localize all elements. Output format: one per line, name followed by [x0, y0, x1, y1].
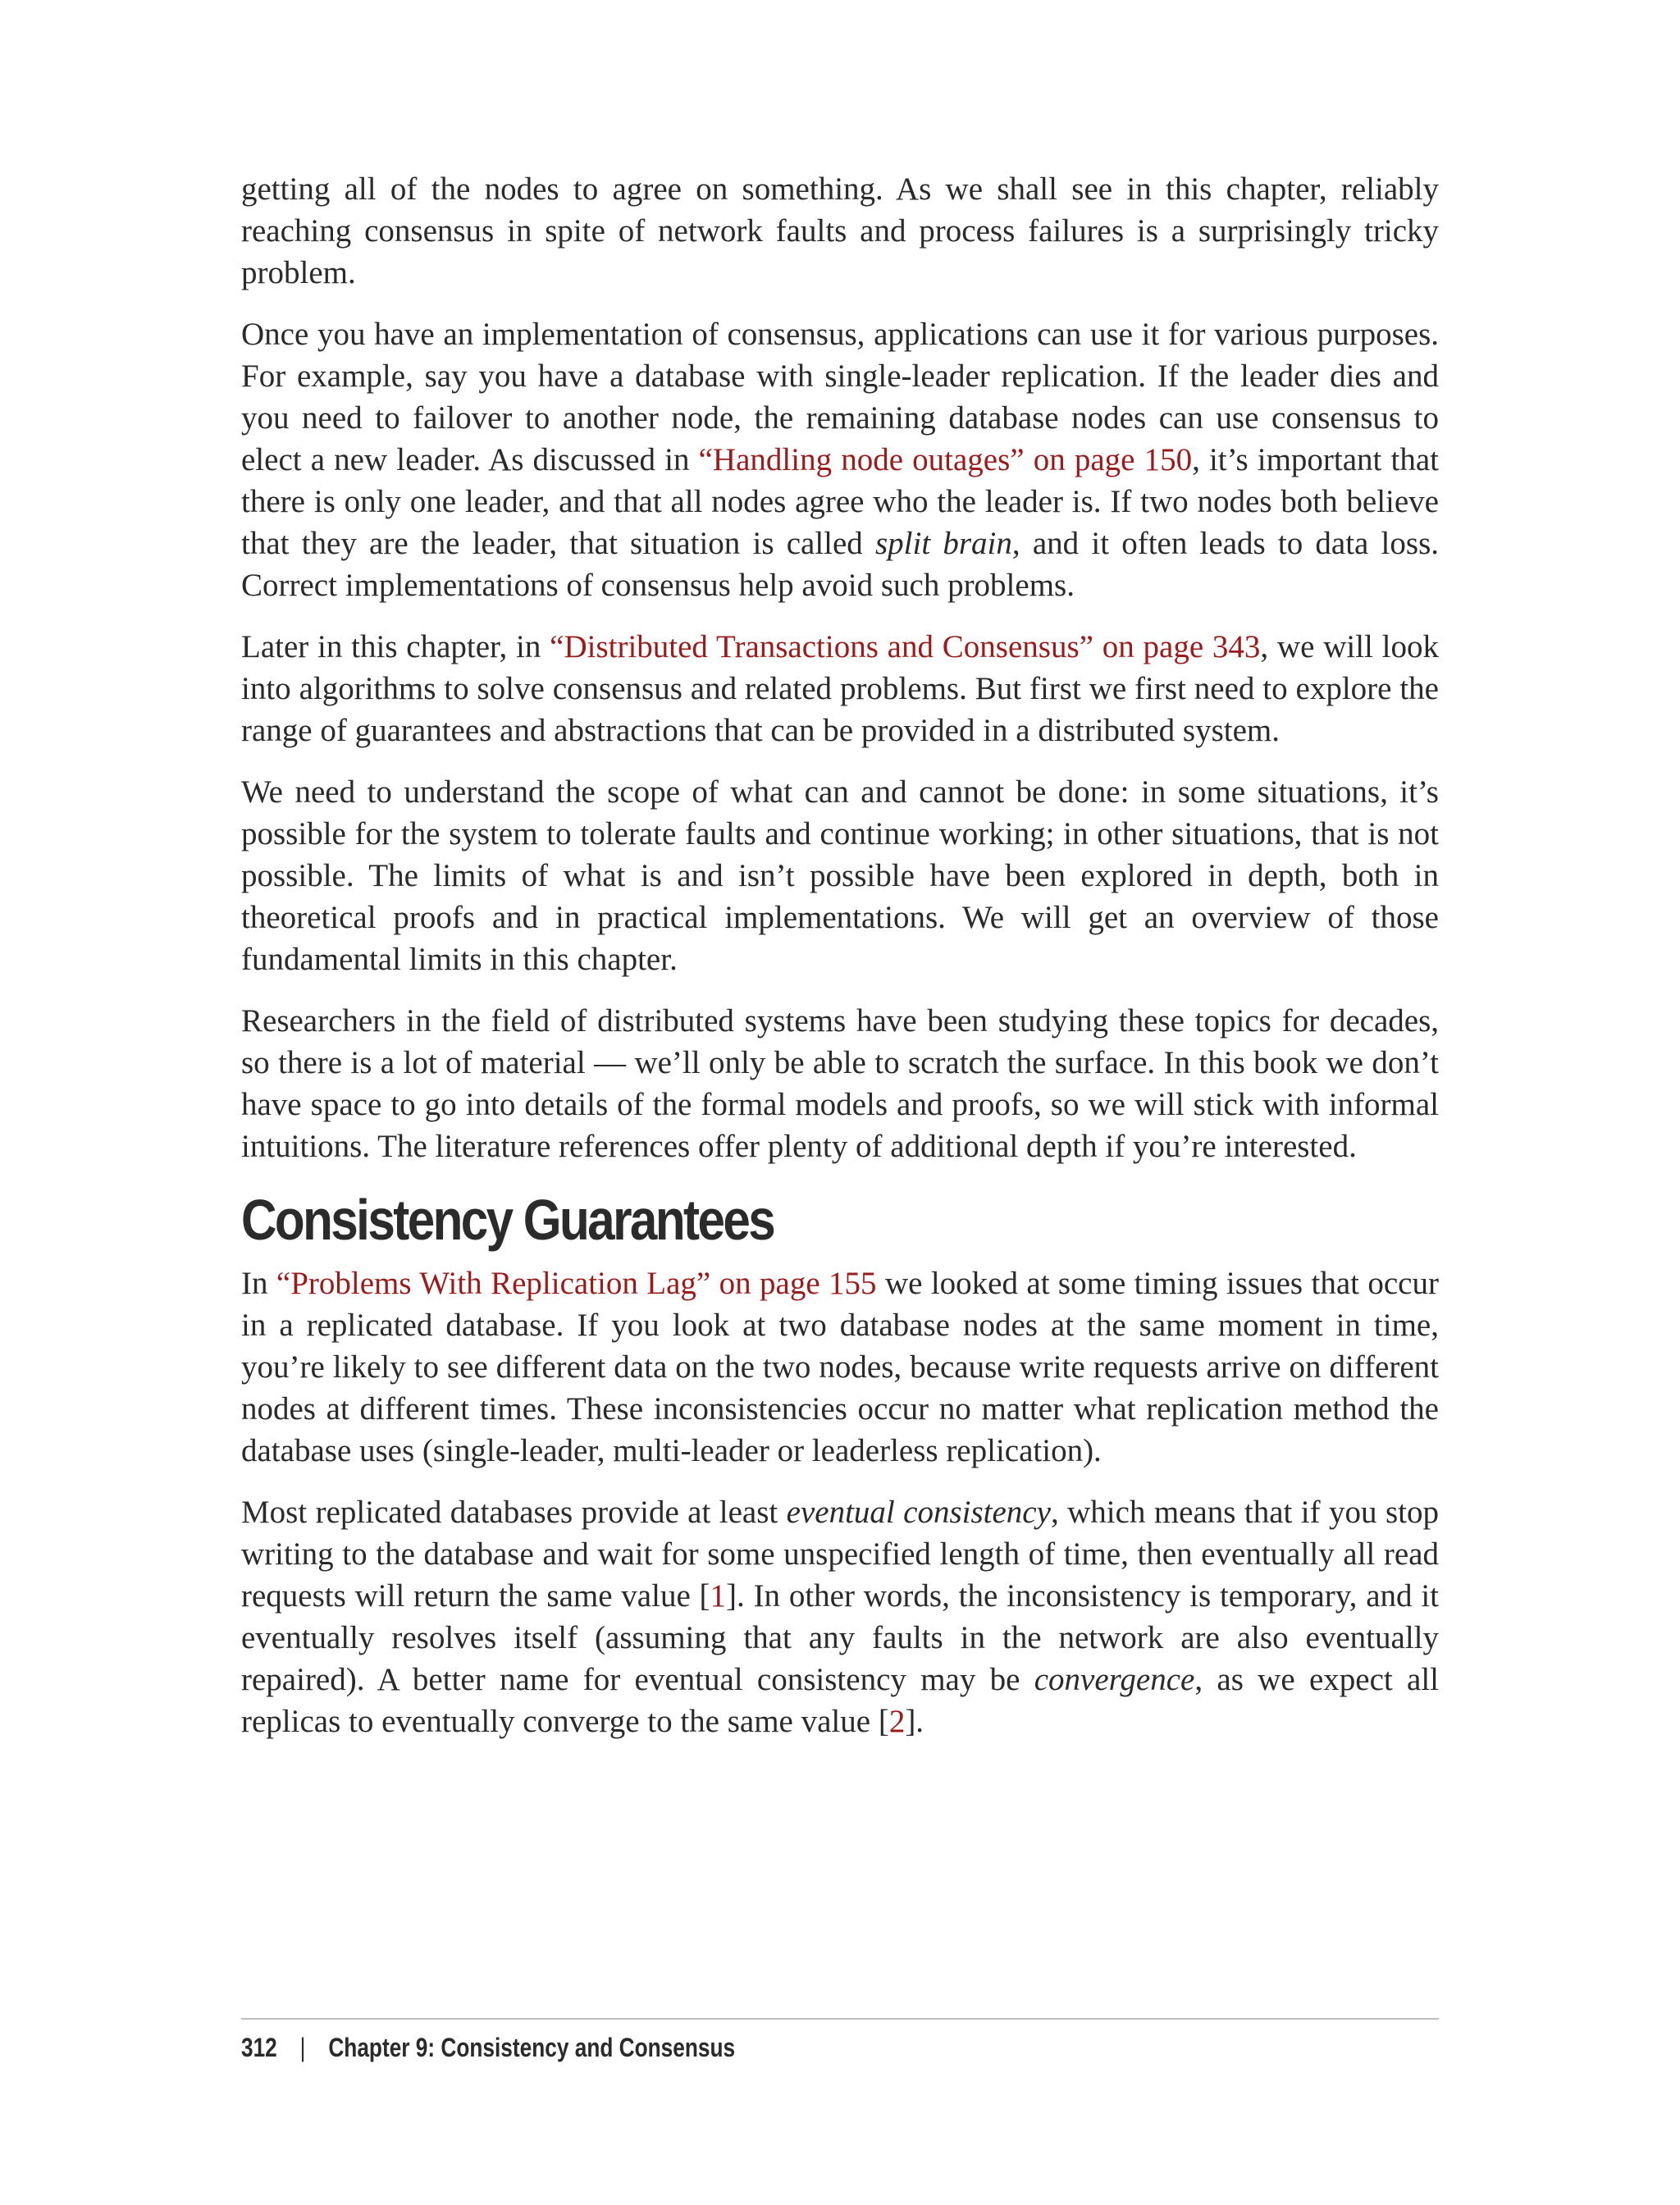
footer-rule	[241, 2018, 1439, 2020]
xref-handling-node-outages[interactable]: “Handling node outages” on page 150	[698, 442, 1193, 477]
section-heading: Consistency Guarantees	[241, 1188, 774, 1252]
paragraph-7-text-4: , as we expect all replicas to eventually converge to the same value [	[241, 1662, 1439, 1739]
paragraph-7-text-5: ].	[905, 1704, 924, 1739]
paragraph-3-text-1: Later in this chapter, in	[241, 629, 550, 664]
paragraph-3-text-2: , we will look into algorithms to solve consensus and related problems. But first we first need to explore the range of guarantees and abstractions that can be provided in a distributed system.	[241, 629, 1439, 748]
term-eventual-consistency: eventual consistency	[786, 1495, 1051, 1530]
footer-separator: |	[299, 2033, 306, 2062]
term-split-brain: split brain	[875, 526, 1012, 561]
paragraph-6	[241, 1262, 1439, 1472]
page-number: 312	[241, 2033, 277, 2062]
paragraph-5: Researchers in the field of distributed systems have been studying these topics for decades, so there is a lot of material — we’ll only be able to scratch the surface. In this book we don’t have space to go into details of the formal models and proofs, so we will stick with informal intuitions. The literature references offer plenty of additional depth if you’re interested.	[241, 1003, 1439, 1164]
chapter-title: Chapter 9: Consistency and Consensus	[328, 2033, 736, 2062]
citation-1[interactable]: 1	[710, 1578, 727, 1614]
paragraph-6-text-1: In	[241, 1266, 276, 1301]
xref-replication-lag[interactable]: “Problems With Replication Lag” on page 155	[276, 1266, 877, 1301]
citation-2[interactable]: 2	[888, 1704, 906, 1739]
paragraph-2-text-2: , it’s important that there is only one leader, and that all nodes agree who the leader is. If two nodes both believe that they are the leader, that situation is called	[241, 442, 1440, 561]
paragraph-3	[241, 626, 1439, 751]
paragraph-1: getting all of the nodes to agree on something. As we shall see in this chapter, reliably reaching consensus in spite of network faults and process failures is a surprisingly tricky problem.	[241, 171, 1439, 290]
page-footer	[241, 2025, 735, 2070]
paragraph-2-text-3: , and it often leads to data loss. Correct implementations of consensus help avoid such problems.	[241, 526, 1439, 603]
paragraph-7-text-3: ]. In other words, the inconsistency is temporary, and it eventually resolves itself (assuming that any faults in the network are also eventually repaired). A better name for eventual consistency may be	[241, 1578, 1439, 1697]
xref-distributed-transactions[interactable]: “Distributed Transactions and Consensus” on page 343	[550, 629, 1261, 664]
paragraph-4: We need to understand the scope of what can and cannot be done: in some situations, it’s possible for the system to tolerate faults and continue working; in other situations, that is not possible. The limits of what is and isn’t possible have been explored in depth, both in theoretical proofs and in practical implementations. We will get an overview of those fundamental limits in this chapter.	[241, 774, 1439, 977]
page-body	[241, 168, 1439, 1762]
paragraph-7	[241, 1491, 1439, 1742]
paragraph-2	[241, 313, 1439, 606]
paragraph-6-text-2: we looked at some timing issues that occur in a replicated database. If you look at two database nodes at the same moment in time, you’re likely to see different data on the two nodes, because write requests arrive on different nodes at different times. These inconsistencies occur no matter what replication method the database uses (single-leader, multi-leader or leaderless replication).	[241, 1266, 1439, 1468]
paragraph-7-text-1: Most replicated databases provide at least	[241, 1495, 787, 1530]
term-convergence: convergence	[1034, 1662, 1195, 1697]
paragraph-2-text-1: Once you have an implementation of consensus, applications can use it for various purposes. For example, say you have a database with single-leader replication. If the leader dies and you need to failover to another node, the remaining database nodes can use consensus to elect a new leader. As discussed in	[241, 317, 1439, 477]
paragraph-7-text-2: , which means that if you stop writing to the database and wait for some unspecified length of time, then eventually all read requests will return the same value [	[241, 1495, 1439, 1614]
